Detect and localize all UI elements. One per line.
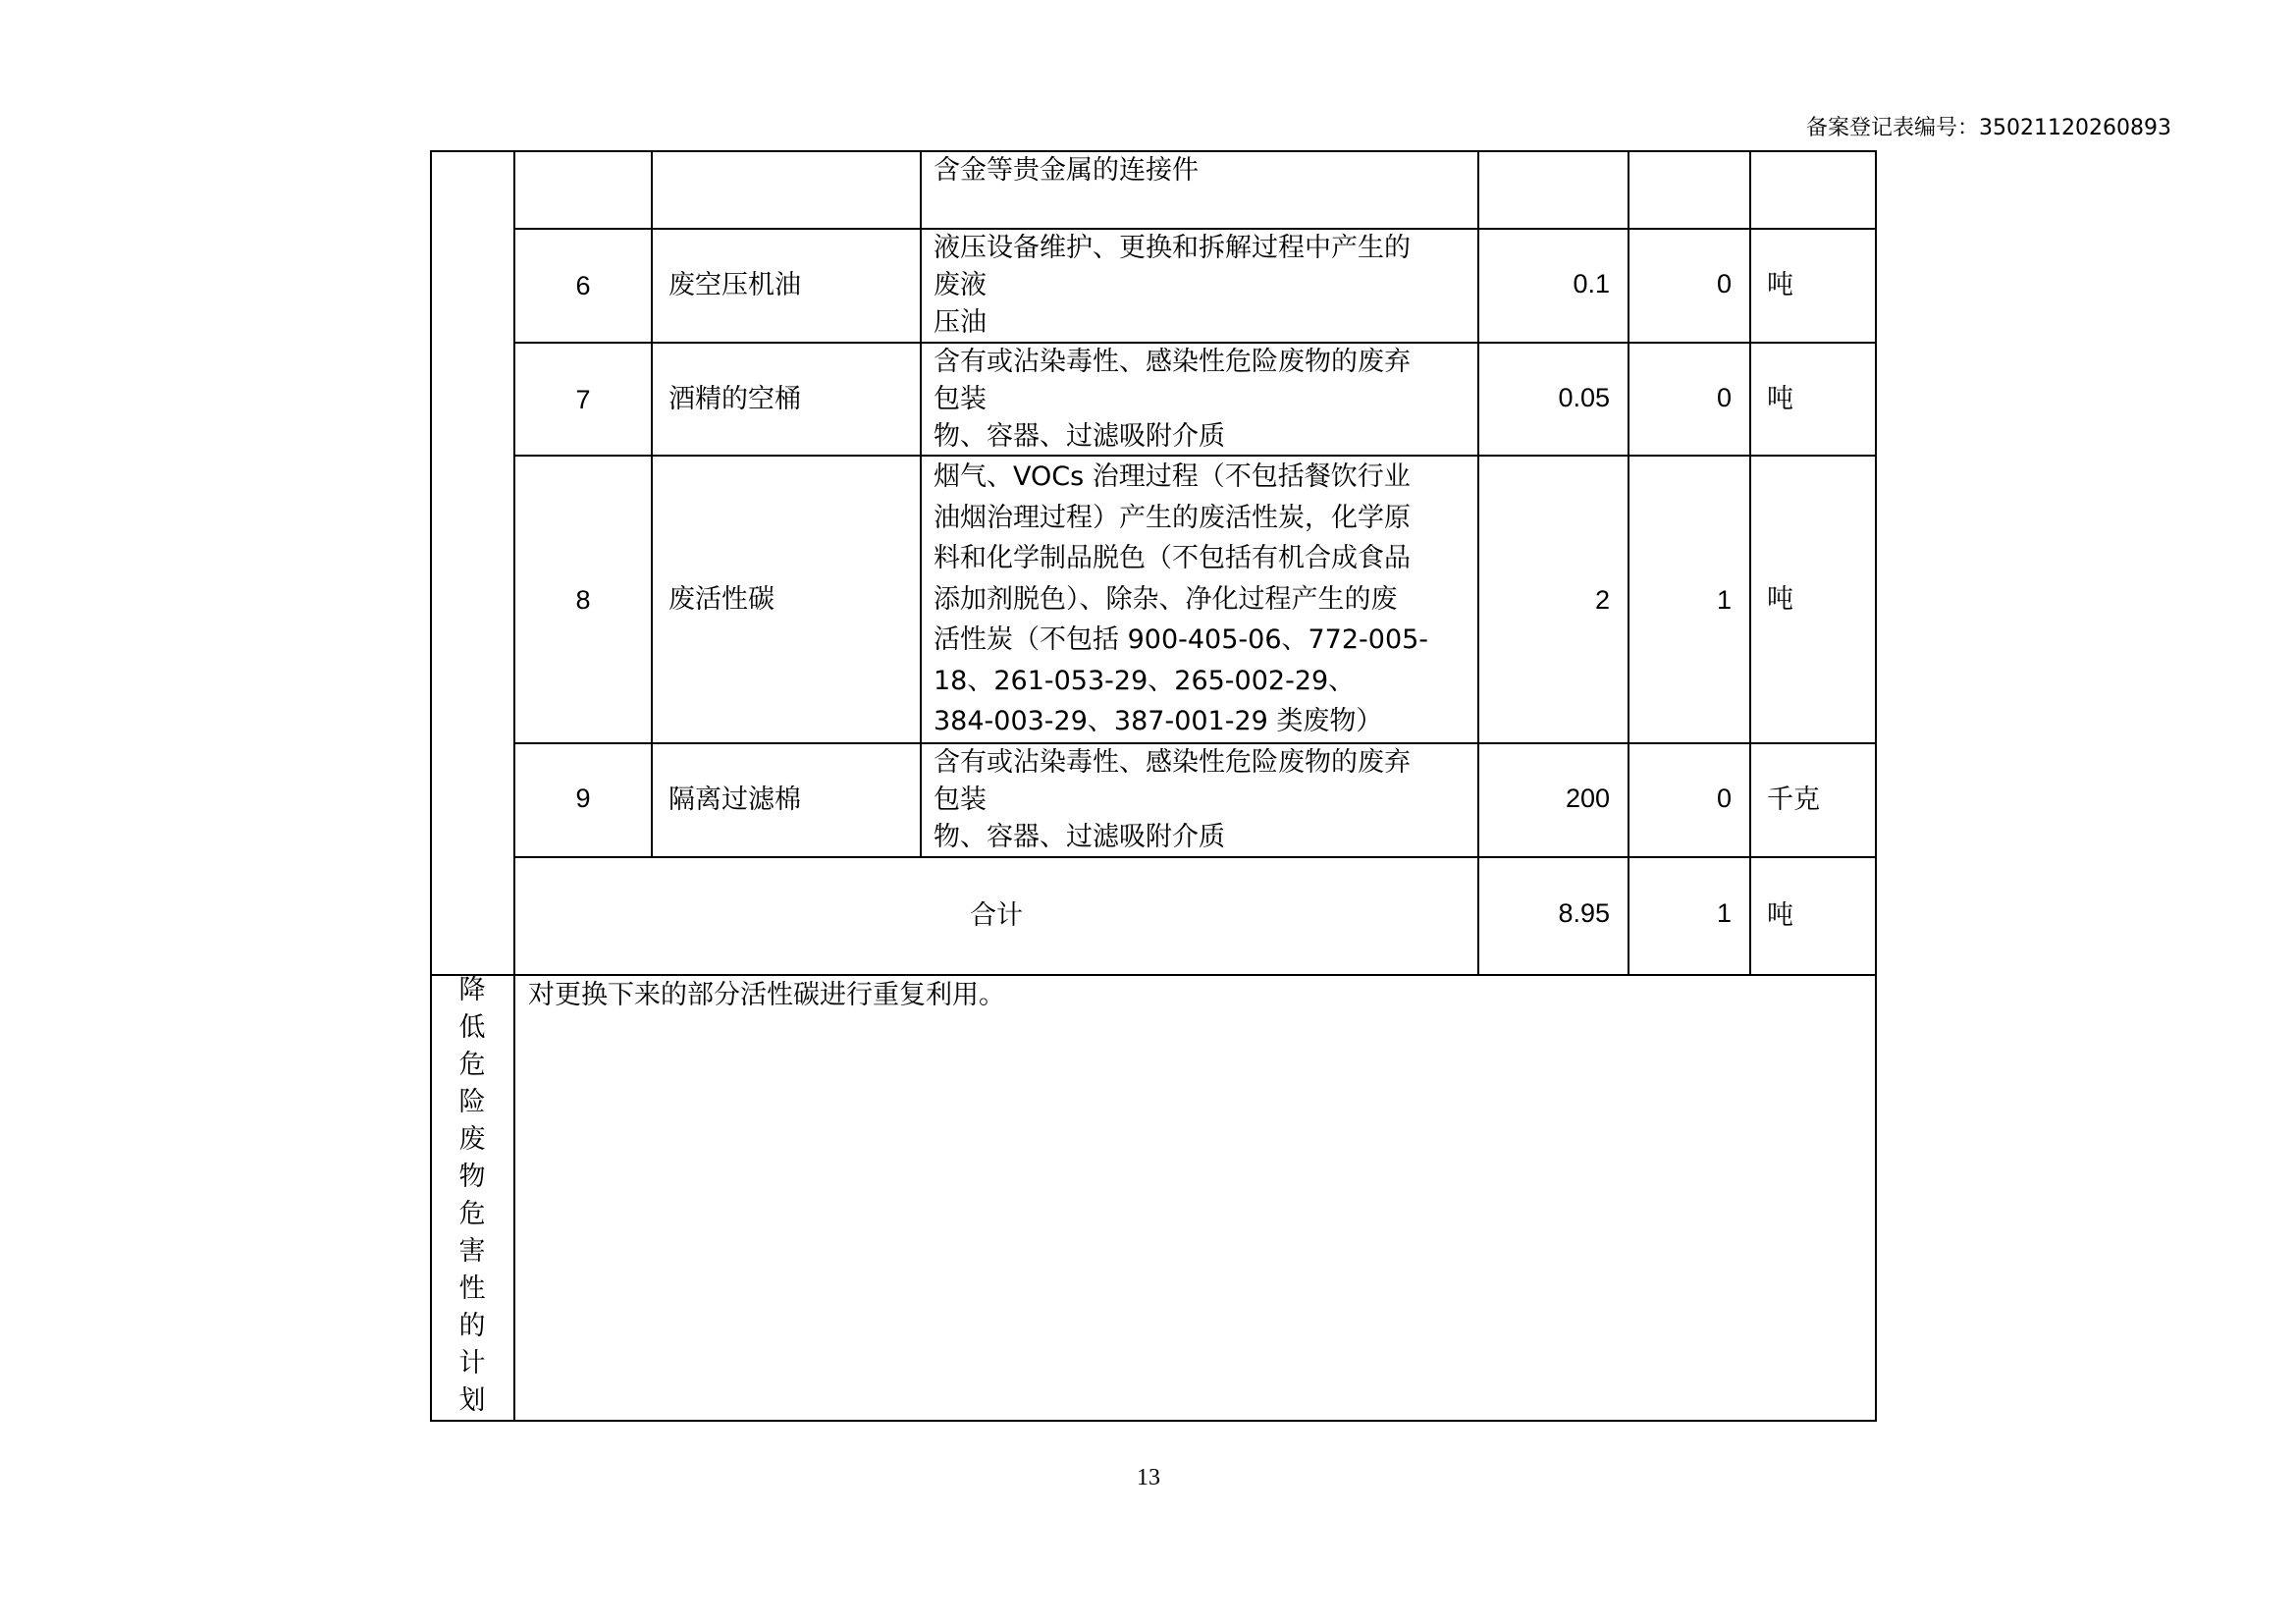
plan-label-char: 计 — [458, 1348, 486, 1379]
item-number: 8 — [575, 584, 591, 615]
total-label: 合计 — [970, 900, 1023, 931]
waste-description — [922, 744, 1477, 856]
plan-label-char: 险 — [458, 1087, 486, 1117]
plan-label-char: 害 — [458, 1236, 486, 1267]
unit: 吨 — [1767, 270, 1793, 300]
total-unit: 吨 — [1767, 900, 1793, 931]
total-amount-a: 8.95 — [1558, 898, 1610, 928]
description-line: 烟气、VOCs 治理过程（不包括餐饮行业 — [934, 461, 1411, 493]
amount-a: 0.05 — [1558, 382, 1610, 412]
description-line: 含有或沾染毒性、感染性危险废物的废弃 — [934, 346, 1411, 377]
item-number: 6 — [575, 271, 591, 300]
description-line: 384-003-29、387-001-29 类废物） — [934, 706, 1383, 737]
waste-name: 废活性碳 — [668, 583, 774, 615]
description-line: 压油 — [934, 307, 987, 338]
plan-content: 对更换下来的部分活性碳进行重复利用。 — [528, 980, 1005, 1010]
description-line: 含有或沾染毒性、感染性危险废物的废弃 — [934, 747, 1411, 778]
plan-label-char: 的 — [458, 1311, 486, 1341]
description-line: 18、261-053-29、265-002-29、 — [934, 665, 1356, 696]
description-line: 油烟治理过程）产生的废活性炭，化学原 — [934, 502, 1411, 533]
plan-label-char: 性 — [458, 1273, 486, 1304]
description-line: 料和化学制品脱色（不包括有机合成食品 — [934, 543, 1411, 574]
description-line: 液压设备维护、更换和拆解过程中产生的 — [934, 233, 1411, 263]
plan-label-char: 划 — [458, 1385, 486, 1416]
waste-name: 酒精的空桶 — [668, 383, 801, 414]
amount-b: 0 — [1716, 269, 1732, 298]
table-row — [922, 152, 1477, 228]
waste-description — [922, 152, 1204, 189]
description-line: 包装 — [934, 785, 987, 815]
unit: 吨 — [1767, 383, 1793, 414]
item-number: 9 — [575, 784, 591, 813]
waste-name: 隔离过滤棉 — [668, 785, 801, 815]
item-number: 7 — [575, 384, 591, 414]
total-amount-b: 1 — [1716, 898, 1732, 928]
amount-b: 1 — [1716, 584, 1732, 615]
description-line: 添加剂脱色）、除杂、净化过程产生的废 — [934, 583, 1398, 615]
description-line: 包装 — [934, 383, 987, 414]
plan-label-char: 物 — [458, 1162, 486, 1192]
unit: 吨 — [1767, 583, 1793, 615]
plan-label-char: 低 — [458, 1012, 486, 1043]
waste-name: 废空压机油 — [668, 270, 801, 300]
description-line: 活性炭（不包括 900-405-06、772-005- — [934, 624, 1429, 656]
description-line: 含金等贵金属的连接件 — [934, 155, 1199, 186]
waste-description — [922, 230, 1477, 342]
grid-line — [430, 1420, 1877, 1422]
amount-a: 200 — [1565, 784, 1610, 813]
description-line: 物、容器、过滤吸附介质 — [934, 822, 1225, 852]
unit: 千克 — [1767, 785, 1820, 815]
plan-label-char: 危 — [458, 1199, 486, 1229]
amount-a: 0.1 — [1573, 269, 1610, 298]
plan-label-char: 危 — [458, 1050, 486, 1080]
plan-label-char: 降 — [458, 975, 486, 1005]
page-number: 13 — [1137, 1465, 1160, 1490]
amount-a: 2 — [1594, 584, 1610, 615]
waste-description — [922, 344, 1477, 455]
amount-b: 0 — [1716, 382, 1732, 412]
registration-number: 备案登记表编号：35021120260893 — [1806, 116, 2171, 140]
waste-description — [922, 457, 1477, 742]
description-line: 物、容器、过滤吸附介质 — [934, 420, 1225, 452]
plan-label-char: 废 — [458, 1124, 486, 1155]
amount-b: 0 — [1716, 784, 1732, 813]
description-line: 废液 — [934, 270, 987, 300]
grid-line — [430, 974, 1877, 976]
plan-label — [430, 972, 514, 1420]
